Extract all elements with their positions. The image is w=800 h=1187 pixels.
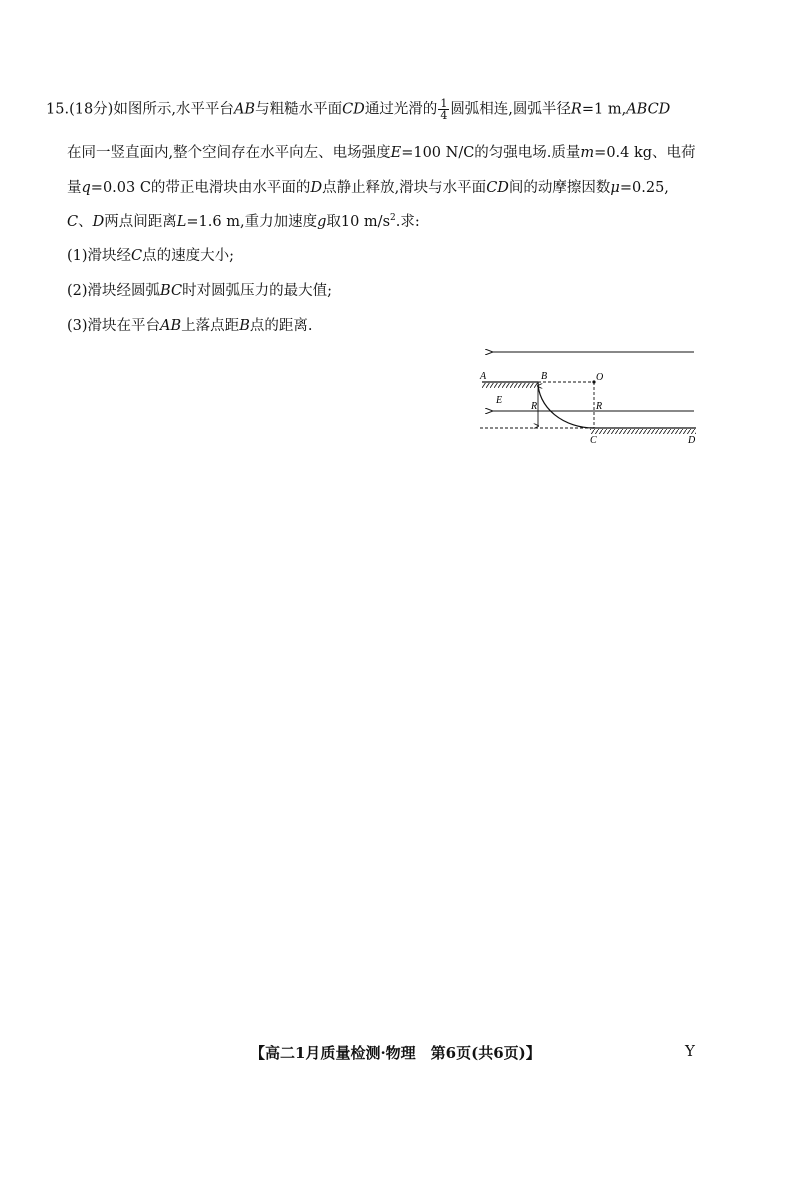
- text-segment: (1)滑块经: [67, 248, 132, 264]
- question-line-4: [67, 212, 420, 232]
- var-CD: CD: [342, 101, 365, 118]
- ground-cd-hatch: [590, 429, 696, 434]
- fraction-one-quarter: [438, 98, 449, 121]
- var-ABCD: ABCD: [626, 101, 671, 118]
- text-segment: 、: [78, 214, 93, 230]
- text-segment: =0.03 C的带正电滑块由水平面的: [90, 180, 311, 196]
- physics-figure: [478, 340, 708, 450]
- text-segment: 通过光滑的: [364, 101, 438, 118]
- text-segment: (2)滑块经圆弧: [67, 283, 161, 299]
- var-R: R: [570, 101, 582, 118]
- text-segment: =1.6 m,重力加速度: [186, 214, 318, 230]
- text-segment: 上落点距: [181, 318, 240, 334]
- text-segment: 点的速度大小;: [142, 248, 235, 264]
- text-segment: 与粗糙水平面: [255, 101, 343, 118]
- var-AB: AB: [233, 101, 256, 118]
- text-segment: 间的动摩擦因数: [508, 180, 611, 196]
- text-segment: =0.4 kg、电荷: [594, 145, 696, 161]
- text-segment: 点静止释放,滑块与水平面: [322, 180, 487, 196]
- var-g: g: [317, 214, 327, 230]
- var-C: C: [67, 214, 79, 230]
- text-segment: =100 N/C的匀强电场.质量: [401, 145, 581, 161]
- text-segment: =1 m,: [581, 101, 627, 118]
- platform-ab-hatch: [482, 383, 538, 388]
- var-B: B: [239, 318, 250, 334]
- footer-text: 【高二1月质量检测·物理 第6页(共6页)】: [250, 1044, 541, 1062]
- text-segment: 圆弧相连,圆弧半径: [450, 101, 571, 118]
- question-number: 15.: [46, 101, 70, 118]
- text-segment: =0.25,: [619, 180, 669, 196]
- var-AB: AB: [160, 318, 182, 334]
- sub-question-3: [67, 316, 312, 336]
- text-segment: 取10 m/s: [326, 214, 391, 230]
- var-mu: μ: [610, 180, 620, 196]
- var-CD: CD: [486, 180, 509, 196]
- question-line-2: [67, 143, 696, 163]
- footer-mark: Y: [685, 1042, 695, 1060]
- var-D: D: [310, 180, 323, 196]
- question-points: (18分): [69, 101, 114, 118]
- label-B: B: [541, 371, 548, 382]
- var-q: q: [81, 180, 91, 196]
- label-D: D: [688, 435, 696, 446]
- text-segment: 量: [67, 180, 82, 196]
- label-R-left: R: [531, 401, 538, 412]
- text-segment: 点的距离.: [249, 318, 313, 334]
- text-segment: (3)滑块在平台: [67, 318, 161, 334]
- text-segment: 时对圆弧压力的最大值;: [182, 283, 332, 299]
- text-segment: 两点间距离: [104, 214, 177, 230]
- var-m: m: [580, 145, 595, 161]
- sub-question-2: [67, 281, 332, 301]
- arc-bc: [538, 382, 594, 428]
- superscript-two: 2: [390, 213, 396, 224]
- question-line-1: [46, 98, 670, 121]
- sub-question-1: [67, 246, 234, 266]
- var-BC: BC: [160, 283, 183, 299]
- text-segment: 如图所示,水平平台: [113, 101, 234, 118]
- question-line-3: [67, 178, 669, 198]
- label-R-right: R: [596, 401, 603, 412]
- label-A: A: [480, 371, 487, 382]
- text-segment: 在同一竖直面内,整个空间存在水平向左、电场强度: [67, 145, 391, 161]
- fraction-denominator: 4: [440, 109, 448, 122]
- label-C: C: [590, 435, 597, 446]
- var-D: D: [92, 214, 105, 230]
- label-O: O: [596, 372, 604, 383]
- var-L: L: [176, 214, 187, 230]
- var-E: E: [390, 145, 402, 161]
- label-E: E: [496, 395, 503, 406]
- var-C: C: [131, 248, 143, 264]
- fraction-numerator: 1: [440, 97, 448, 110]
- text-segment: .求:: [395, 214, 420, 230]
